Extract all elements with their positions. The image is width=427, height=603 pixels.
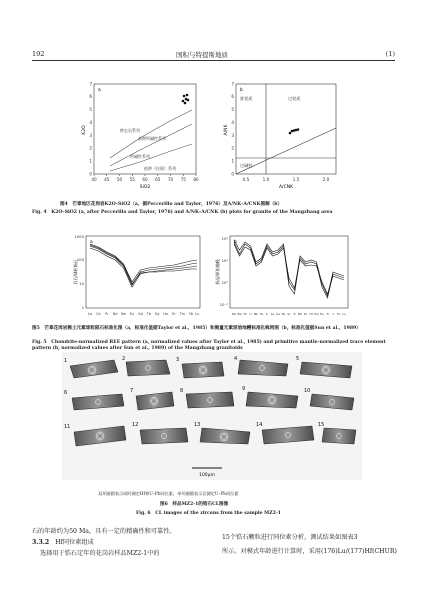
fig5b-xtick: Eu	[320, 312, 324, 316]
fig4b-xlabel: A/CNK	[278, 185, 294, 190]
fig4b-field-label: 准铝质	[240, 96, 253, 101]
fig4a-xtick: 60	[142, 177, 148, 182]
fig4a-xlabel: SiO2	[139, 185, 151, 190]
fig4a-ytick: 2	[89, 145, 92, 151]
fig5b-xtick: Nd	[297, 312, 303, 316]
fig5b-ytick: 10²	[221, 236, 228, 241]
section-heading	[32, 538, 94, 548]
fig4b-anc-acnk-plot	[222, 78, 340, 193]
fig5a-ytick: 1000	[74, 234, 84, 239]
fig4b-xtick: 2.0	[322, 177, 330, 182]
fig6-caption-en: Fig. 6 CL images of the zircons from the sample MZ2-1	[136, 511, 281, 516]
zircon-grain-10	[310, 394, 354, 410]
zircon-grain-7	[136, 392, 174, 410]
fig5a-xtick: Ce	[96, 312, 101, 316]
fig5b-xtick: Ta	[259, 312, 264, 316]
page-number: 192	[32, 50, 45, 58]
fig5a-xtick: Gd	[138, 312, 143, 316]
fig5a-xtick: Yb	[188, 312, 193, 316]
fig5b-xtick: P	[293, 312, 296, 316]
fig4a-ytick: 0	[89, 171, 92, 177]
fig5a-xtick: Eu	[129, 312, 135, 316]
fig5b-xtick: Nb	[253, 312, 259, 316]
zircon-grain-4	[238, 360, 288, 376]
fig4b-xtick: 1.0	[262, 177, 270, 182]
fig6-legend-text: 双环圈圆表示同时测定Hf和U–Pb同位素，单环圈圆表示仅测定U–Pb同位素	[98, 491, 239, 496]
fig4-caption-en: Fig. 4 K2O–SiO2 (a, after Peccerillo and Taylor, 1976) and A/NK–A/CNK (b) plots for granite of the Mangzhang area	[32, 210, 333, 215]
fig5b-xtick: Sr	[287, 312, 291, 316]
fig4a-xtick: 50	[116, 177, 123, 182]
zircon-label: 3	[176, 357, 180, 363]
zircon-label: 10	[304, 388, 311, 394]
fig4a-xtick: 45	[104, 177, 110, 182]
zircon-grain-2	[126, 360, 170, 376]
fig5b-xtick: Zr	[303, 312, 308, 316]
fig4a-panel-label: a	[98, 88, 101, 93]
section-number: 3.3.2	[32, 539, 50, 546]
body-right-line-1: 15个锆石颗粒进行同位素分析，测试结果如图表3	[222, 534, 358, 541]
fig4a-series-label: 钾玄岩系列	[120, 128, 140, 133]
zircon-label: 7	[130, 388, 134, 394]
fig5b-ytick: 10⁰	[221, 280, 228, 285]
fig5-caption-en: Fig. 5 Chondrite-normalized REE pattern (a, normalized values after Taylor et al., 1985) and primitive mantle-normalized trace element pattern (b, normalized values after Sun et al., 1989) of the Mangzhang granitoids	[32, 340, 386, 351]
section-title: Hf同位素组成	[55, 539, 94, 546]
fig6-caption-cn: 图6 样品MZ2-1的锆石CL图像	[160, 502, 229, 507]
zircon-grain-13	[200, 428, 250, 444]
fig5a-ylabel: 岩石/球粒陨石	[73, 259, 78, 285]
fig5b-xtick: Yb	[336, 312, 341, 316]
fig5a-ytick: 100	[76, 257, 84, 262]
zircon-grain-5	[300, 362, 352, 378]
fig5b-spider-diagram	[214, 232, 352, 322]
zircon-label: 12	[132, 422, 139, 428]
fig4b-ytick: 4	[231, 119, 234, 125]
fig4b-ytick: 5	[231, 107, 234, 112]
scale-bar-label: 100μm	[199, 473, 215, 478]
fig4b-xtick: 0.5	[242, 177, 250, 182]
fig5b-xtick: Lu	[342, 312, 346, 316]
fig5b-xtick: Ti	[326, 312, 329, 316]
fig4a-xtick: 75	[180, 177, 186, 182]
fig5a-xtick: Tm	[179, 312, 186, 316]
zircon-label: 6	[64, 390, 68, 396]
zircon-label: 4	[234, 356, 238, 362]
fig4a-ytick: 4	[89, 119, 92, 125]
zircon-cl-image-panel	[62, 352, 362, 480]
fig5b-xtick: La	[270, 312, 275, 316]
zircon-label: 5	[296, 356, 300, 362]
fig5a-ree-pattern	[72, 232, 204, 322]
fig5a-xtick: Pr	[105, 312, 109, 316]
zircon-label: 1	[64, 358, 68, 364]
fig4a-ytick: 6	[89, 94, 92, 100]
journal-title: 国积与特提斯地质	[176, 51, 228, 59]
fig4-caption-cn: 图4 芒章地区花岗岩K2O–SiO2（a，据Peccerillo and Taylor，1976）及A/NK–A/CNK图解（b）	[60, 202, 283, 207]
fig4b-ytick: 7	[231, 81, 234, 87]
fig4b-field-label: 过铝质	[288, 96, 301, 101]
fig4b-ytick: 1	[231, 158, 234, 164]
body-left-line-1: 石的年龄约为50 Ma，具有一定的精确性和可靠性。	[32, 528, 176, 535]
body-right-line-2: 所示。对模式年龄进行计算时，采用(176)Lu/(177)Hf(CHUR)	[222, 548, 397, 555]
zircon-grain-14	[262, 426, 314, 444]
fig5a-xtick: Ho	[163, 312, 168, 316]
fig4b-ytick: 0	[231, 171, 234, 177]
fig4a-ytick: 3	[89, 132, 92, 138]
fig5a-ytick: 10	[79, 281, 84, 286]
fig4b-ytick: 2	[231, 145, 234, 151]
fig4a-series-label: 低钾（拉斑）系列	[144, 166, 176, 171]
zircon-grains	[62, 352, 362, 480]
zircon-label: 2	[122, 356, 126, 362]
fig5a-xtick: Nd	[112, 312, 118, 316]
header-rule	[32, 60, 395, 61]
fig4a-ytick: 5	[89, 107, 92, 112]
fig5b-ytick: 10¹	[221, 258, 228, 263]
fig5b-ytick: 10⁻¹	[219, 302, 228, 307]
fig5b-xtick: Pb	[281, 312, 286, 316]
zircon-grain-1	[70, 360, 118, 378]
body-left-line-3: 选择用于锆石定年的花岗岩样品MZ2-1中的	[40, 550, 160, 557]
fig5b-panel-label: b	[234, 240, 237, 245]
fig5a-xtick: Dy	[154, 312, 160, 316]
fig4a-ytick: 1	[89, 158, 92, 164]
fig4a-k2o-sio2-plot	[80, 78, 200, 193]
fig4a-xtick: 80	[193, 177, 199, 182]
fig4a-series-label: 高钾钙碱性系列	[138, 136, 166, 141]
fig5-caption-cn: 图5 芒章花岗岩稀土元素球粒陨石标准化图（a，标准化值据Taylor et al.，1985）和微量元素原始地幔标准化蛛网图（b，标准化值据Sun et al.，1989）	[32, 326, 361, 331]
fig4a-xtick: 40	[91, 177, 97, 182]
fig5a-ytick: 1	[81, 305, 84, 310]
zircon-label: 14	[256, 422, 263, 428]
fig4b-ytick: 6	[231, 94, 234, 100]
fig5b-xtick: U	[249, 312, 252, 316]
fig5b-xtick: Ba	[237, 312, 242, 316]
fig5b-ylabel: 样品/原始地幔	[215, 259, 220, 285]
fig5a-xtick: Tb	[146, 312, 151, 316]
fig5a-xtick: La	[88, 312, 92, 316]
zircon-label: 11	[64, 424, 71, 430]
zircon-grain-11	[74, 426, 126, 446]
fig5b-xtick: Ce	[276, 312, 280, 316]
zircon-label: 9	[242, 386, 246, 392]
fig5b-xtick: Hf	[309, 312, 313, 316]
issue-number: (1)	[385, 50, 395, 58]
fig5a-xtick: Er	[172, 312, 176, 316]
fig5b-xtick: Y	[332, 312, 334, 316]
fig5b-xtick: Rb	[232, 312, 236, 316]
zircon-grain-6	[72, 394, 124, 410]
fig4b-xtick: 1.5	[292, 177, 300, 182]
fig5b-xtick: Sm	[314, 312, 319, 316]
zircon-grain-15	[322, 428, 356, 444]
zircon-grain-8	[186, 392, 234, 408]
fig5b-xtick: K	[266, 312, 268, 316]
zircon-grain-12	[140, 428, 188, 444]
fig5a-panel-label: a	[90, 240, 93, 245]
fig4a-xtick: 55	[129, 177, 135, 182]
fig4a-xtick: 65	[155, 177, 161, 182]
zircon-label: 8	[180, 388, 184, 394]
zircon-label: 13	[194, 422, 201, 428]
fig4a-ylabel: K2O	[82, 125, 87, 135]
fig5a-xtick: Lu	[195, 312, 199, 316]
fig4b-ytick: 3	[231, 132, 234, 138]
zircon-label: 15	[318, 422, 325, 428]
fig4b-field-label: 过碱性	[240, 163, 253, 168]
fig4a-xtick: 70	[167, 177, 174, 182]
fig5b-xtick: Th	[243, 312, 247, 316]
fig4a-ytick: 7	[89, 81, 92, 87]
fig4b-panel-label: b	[240, 88, 243, 93]
fig4b-ylabel: A/NK	[224, 124, 229, 136]
zircon-grain-9	[246, 392, 298, 408]
fig5a-xtick: Sm	[120, 312, 127, 316]
zircon-grain-3	[182, 362, 224, 378]
fig4a-series-label: 钙碱性系列	[130, 154, 150, 159]
